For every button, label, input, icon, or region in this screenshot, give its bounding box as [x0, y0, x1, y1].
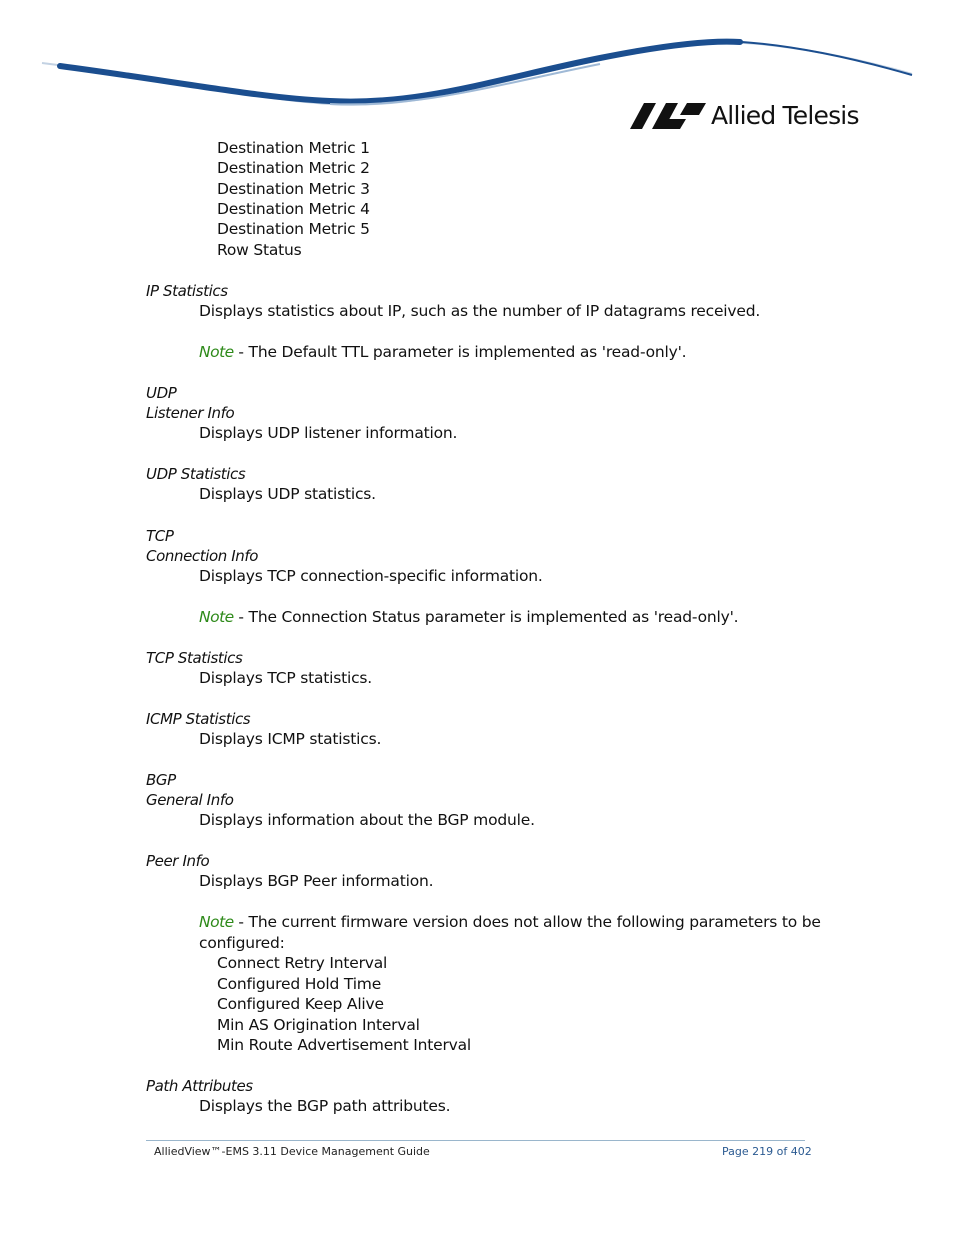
section-description: Displays information about the BGP module.: [199, 811, 535, 829]
list-item: Min Route Advertisement Interval: [217, 1036, 472, 1054]
note-label: Note: [199, 343, 234, 361]
note-label: Note: [199, 608, 234, 626]
section-description: Displays UDP statistics.: [199, 485, 376, 503]
note-text: - The current firmware version does not allow the following parameters to be: [233, 913, 821, 931]
note: [199, 342, 686, 362]
section-heading-udp-statistics: UDP Statistics: [146, 465, 246, 483]
list-item: Destination Metric 3: [217, 180, 370, 198]
footer-page-number: Page 219 of 402: [722, 1145, 812, 1158]
section-description: Displays BGP Peer information.: [199, 872, 434, 890]
section-description: Displays UDP listener information.: [199, 424, 458, 442]
section-heading-peer-info: Peer Info: [146, 852, 210, 870]
note-text-continued: configured:: [199, 934, 285, 952]
section-heading-listener-info: Listener Info: [146, 404, 235, 422]
section-description: Displays TCP statistics.: [199, 669, 373, 687]
group-heading-tcp: TCP: [146, 527, 174, 545]
footer-divider: [146, 1140, 805, 1141]
list-item: Destination Metric 5: [217, 220, 370, 238]
section-heading-path-attributes: Path Attributes: [146, 1077, 253, 1095]
note-text: - The Default TTL parameter is implemented as 'read-only'.: [233, 343, 687, 361]
section-description: Displays TCP connection-specific information.: [199, 567, 543, 585]
list-item: Row Status: [217, 241, 302, 259]
note: [199, 607, 738, 627]
logo-wordmark: Allied Telesis: [711, 101, 859, 130]
section-heading-ip-statistics: IP Statistics: [146, 282, 228, 300]
allied-telesis-logo: [630, 100, 859, 132]
section-heading-icmp-statistics: ICMP Statistics: [146, 710, 251, 728]
section-description: Displays the BGP path attributes.: [199, 1097, 451, 1115]
list-item: Destination Metric 1: [217, 139, 370, 157]
list-item: Destination Metric 4: [217, 200, 370, 218]
list-item: Configured Keep Alive: [217, 995, 384, 1013]
list-item: Min AS Origination Interval: [217, 1016, 420, 1034]
allied-telesis-logo-mark: [630, 102, 706, 130]
list-item: Connect Retry Interval: [217, 954, 388, 972]
note-text: - The Connection Status parameter is implemented as 'read-only'.: [233, 608, 739, 626]
note: [199, 912, 821, 932]
section-description: Displays statistics about IP, such as the number of IP datagrams received.: [199, 302, 761, 320]
group-heading-udp: UDP: [146, 384, 177, 402]
list-item: Configured Hold Time: [217, 975, 382, 993]
list-item: Destination Metric 2: [217, 159, 370, 177]
section-heading-connection-info: Connection Info: [146, 547, 259, 565]
section-description: Displays ICMP statistics.: [199, 730, 382, 748]
note-label: Note: [199, 913, 234, 931]
section-heading-general-info: General Info: [146, 791, 234, 809]
group-heading-bgp: BGP: [146, 771, 176, 789]
footer-document-title: AlliedView™-EMS 3.11 Device Management Guide: [154, 1145, 430, 1158]
section-heading-tcp-statistics: TCP Statistics: [146, 649, 243, 667]
